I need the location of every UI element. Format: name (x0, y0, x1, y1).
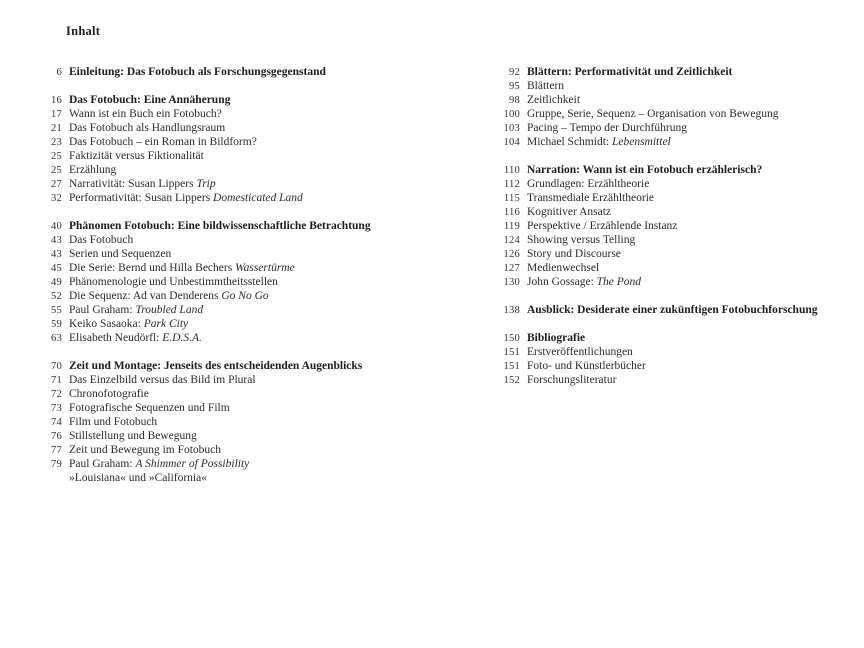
toc-entry-label: Phänomenologie und Unbestimmtheitsstellen (69, 276, 278, 288)
toc-entry-work-title: Domesticated Land (213, 192, 303, 204)
toc-page-number: 150 (503, 333, 520, 344)
toc-entry-label: Narrativität: Susan Lippers Trip (69, 178, 216, 190)
toc-page-number: 25 (50, 151, 62, 162)
toc-entry-label: Erstveröffentlichungen (527, 346, 633, 358)
toc-entry-label: Keiko Sasaoka: Park City (69, 318, 189, 330)
toc-entry-label: Story und Discourse (527, 248, 621, 260)
toc-entry (32, 471, 462, 485)
toc-entry (32, 289, 462, 303)
toc-entry (490, 191, 850, 205)
toc-entry (32, 401, 462, 415)
toc-entry (490, 135, 850, 149)
toc-page-number: 119 (503, 221, 520, 232)
toc-entry-label: Das Fotobuch (69, 234, 134, 246)
toc-page-number: 110 (503, 165, 520, 176)
toc-entry-label: Transmediale Erzähltheorie (527, 192, 654, 204)
toc-entry-work-title: Park City (143, 318, 189, 330)
toc-page-number: 103 (503, 123, 520, 134)
toc-page-number: 23 (50, 137, 62, 148)
toc-page-number: 116 (503, 207, 520, 218)
toc-entry-label: Pacing – Tempo der Durchführung (527, 122, 687, 134)
toc-entry-label: Zeit und Bewegung im Fotobuch (69, 444, 222, 456)
toc-page-number: 40 (50, 221, 62, 232)
toc-page-number: 151 (503, 347, 520, 358)
toc-entry (490, 261, 850, 275)
toc-entry-label: Das Fotobuch als Handlungsraum (69, 122, 226, 134)
toc-entry-label: Zeitlichkeit (527, 94, 581, 106)
toc-entry (32, 457, 462, 471)
toc-page-number: 55 (50, 305, 62, 316)
toc-page-number: 126 (503, 249, 520, 260)
toc-entry-label: Grundlagen: Erzähltheorie (527, 178, 650, 190)
toc-entry (32, 303, 462, 317)
toc-page-number: 71 (50, 375, 62, 386)
toc-entry (490, 93, 850, 107)
toc-entry-label: Paul Graham: A Shimmer of Possibility (69, 458, 250, 470)
toc-entry-label: Chronofotografie (69, 388, 149, 400)
toc-page-number: 49 (50, 277, 62, 288)
toc-page-number: 124 (503, 235, 520, 246)
toc-page-number: 138 (503, 305, 520, 316)
toc-page-number: 95 (508, 81, 520, 92)
toc-page-number: 130 (503, 277, 520, 288)
toc-entry (32, 191, 462, 205)
toc-entry (32, 415, 462, 429)
toc-entry-label: Showing versus Telling (527, 234, 636, 246)
toc-entry-label: Elisabeth Neudörfl: E.D.S.A. (69, 332, 202, 344)
toc-entry (32, 107, 462, 121)
toc-page-number: 21 (50, 123, 62, 134)
toc-page-number: 73 (50, 403, 62, 414)
toc-entry-label: Blättern (527, 80, 565, 92)
toc-page-number: 70 (50, 361, 62, 372)
toc-entry-label: Film und Fotobuch (69, 416, 158, 428)
toc-entry (32, 429, 462, 443)
toc-entry (32, 275, 462, 289)
toc-page-number: 16 (50, 95, 62, 106)
toc-entry-label: Perspektive / Erzählende Instanz (527, 220, 678, 232)
toc-page-number: 79 (50, 459, 62, 470)
toc-entry-label: John Gossage: The Pond (527, 276, 642, 288)
toc-entry-label: Faktizität versus Fiktionalität (69, 150, 204, 162)
toc-page-number: 104 (503, 137, 520, 148)
toc-column (490, 65, 850, 387)
toc-entry (490, 205, 850, 219)
toc-entry (32, 247, 462, 261)
toc-section-entry (490, 331, 850, 345)
toc-section-entry (490, 163, 850, 177)
toc-entry-label: Phänomen Fotobuch: Eine bildwissenschaftliche Betrachtung (69, 220, 371, 232)
toc-entry (490, 121, 850, 135)
toc-page-number: 92 (508, 67, 520, 78)
toc-entry-label: Paul Graham: Troubled Land (69, 304, 204, 316)
toc-entry-label: Einleitung: Das Fotobuch als Forschungsgegenstand (69, 66, 326, 78)
toc-entry-label: Die Serie: Bernd und Hilla Bechers Wassertürme (69, 262, 295, 274)
toc-page-number: 43 (50, 235, 62, 246)
toc-entry (490, 275, 850, 289)
toc-entry (32, 387, 462, 401)
toc-entry (32, 149, 462, 163)
toc-entry-label: Ausblick: Desiderate einer zukünftigen Fotobuchforschung (527, 304, 818, 316)
toc-entry-label: Narration: Wann ist ein Fotobuch erzählerisch? (527, 164, 763, 176)
toc-entry (32, 177, 462, 191)
toc-entry (490, 359, 850, 373)
toc-page-number: 63 (50, 333, 62, 344)
toc-entry (490, 219, 850, 233)
toc-entry-label: Performativität: Susan Lippers Domesticated Land (69, 192, 303, 204)
toc-entry-work-title: Go No Go (221, 290, 269, 302)
toc-entry-label: Serien und Sequenzen (69, 248, 172, 260)
toc-entry-work-title: Lebensmittel (611, 136, 671, 148)
toc-entry (32, 261, 462, 275)
toc-section-entry (32, 219, 462, 233)
toc-entry-label: Medienwechsel (527, 262, 600, 274)
toc-page-number: 72 (50, 389, 62, 400)
toc-page-number: 100 (503, 109, 520, 120)
toc-page-number: 43 (50, 249, 62, 260)
toc-entry-label: Zeit und Montage: Jenseits des entscheidenden Augenblicks (69, 360, 363, 372)
toc-page-number: 115 (503, 193, 520, 204)
toc-entry (32, 443, 462, 457)
toc-page-number: 17 (50, 109, 62, 120)
toc-entry (32, 135, 462, 149)
toc-page-number: 52 (50, 291, 62, 302)
toc-page-number: 77 (50, 445, 62, 456)
toc-entry-label: Das Fotobuch: Eine Annäherung (69, 94, 231, 106)
toc-page-number: 25 (50, 165, 62, 176)
toc-entry (490, 345, 850, 359)
toc-entry-label: Gruppe, Serie, Sequenz – Organisation von Bewegung (527, 108, 779, 120)
toc-entry (32, 163, 462, 177)
toc-entry-work-title: Wassertürme (235, 262, 295, 274)
toc-entry-label: Forschungsliteratur (527, 374, 617, 386)
toc-entry-label: Das Fotobuch – ein Roman in Bildform? (69, 136, 257, 148)
toc-section-entry (490, 65, 850, 79)
toc-page-number: 74 (50, 417, 62, 428)
toc-entry-label: Kognitiver Ansatz (527, 206, 611, 218)
toc-entry-label: Blättern: Performativität und Zeitlichkeit (527, 66, 733, 78)
toc-entry-label: Fotografische Sequenzen und Film (69, 402, 230, 414)
toc-entry-label: Das Einzelbild versus das Bild im Plural (69, 374, 256, 386)
toc-entry (32, 233, 462, 247)
toc-entry-work-title: The Pond (596, 276, 642, 288)
toc-entry (32, 121, 462, 135)
toc-entry (490, 107, 850, 121)
toc-entry (490, 247, 850, 261)
toc-entry-label: Erzählung (69, 164, 117, 176)
page-title: Inhalt (66, 24, 101, 38)
toc-page-number: 76 (50, 431, 62, 442)
toc-entry (490, 177, 850, 191)
toc-section-entry (32, 359, 462, 373)
toc-section-entry (32, 65, 462, 79)
toc-entry-label: Die Sequenz: Ad van Denderens Go No Go (69, 290, 269, 302)
toc-entry (32, 317, 462, 331)
toc-entry (490, 233, 850, 247)
toc-entry (32, 373, 462, 387)
toc-entry-label: »Louisiana« und »California« (69, 472, 207, 484)
toc-page-number: 151 (503, 361, 520, 372)
toc-section-entry (32, 93, 462, 107)
toc-page-number: 45 (50, 263, 62, 274)
toc-entry (32, 331, 462, 345)
toc-entry-work-title: Trip (196, 178, 216, 190)
toc-entry-work-title: A Shimmer of Possibility (135, 458, 250, 470)
toc-column (32, 65, 462, 485)
toc-entry-work-title: Troubled Land (135, 304, 204, 316)
toc-entry (490, 79, 850, 93)
toc-section-entry (490, 303, 850, 317)
toc-page-number: 32 (50, 193, 62, 204)
toc-entry-work-title: E.D.S.A. (162, 332, 202, 344)
toc-entry-label: Bibliografie (527, 332, 586, 344)
toc-entry-label: Stillstellung und Bewegung (69, 430, 197, 442)
toc-entry-label: Foto- und Künstlerbücher (527, 360, 646, 372)
toc-page-number: 112 (503, 179, 520, 190)
toc-entry-label: Wann ist ein Buch ein Fotobuch? (69, 108, 222, 120)
toc-page-number: 27 (50, 179, 62, 190)
toc-page-number: 6 (56, 67, 62, 78)
toc-entry (490, 373, 850, 387)
toc-entry-label: Michael Schmidt: Lebensmittel (527, 136, 671, 148)
toc-page-number: 98 (508, 95, 520, 106)
toc-page-number: 127 (503, 263, 520, 274)
toc-page-number: 59 (50, 319, 62, 330)
toc-page-number: 152 (503, 375, 520, 386)
